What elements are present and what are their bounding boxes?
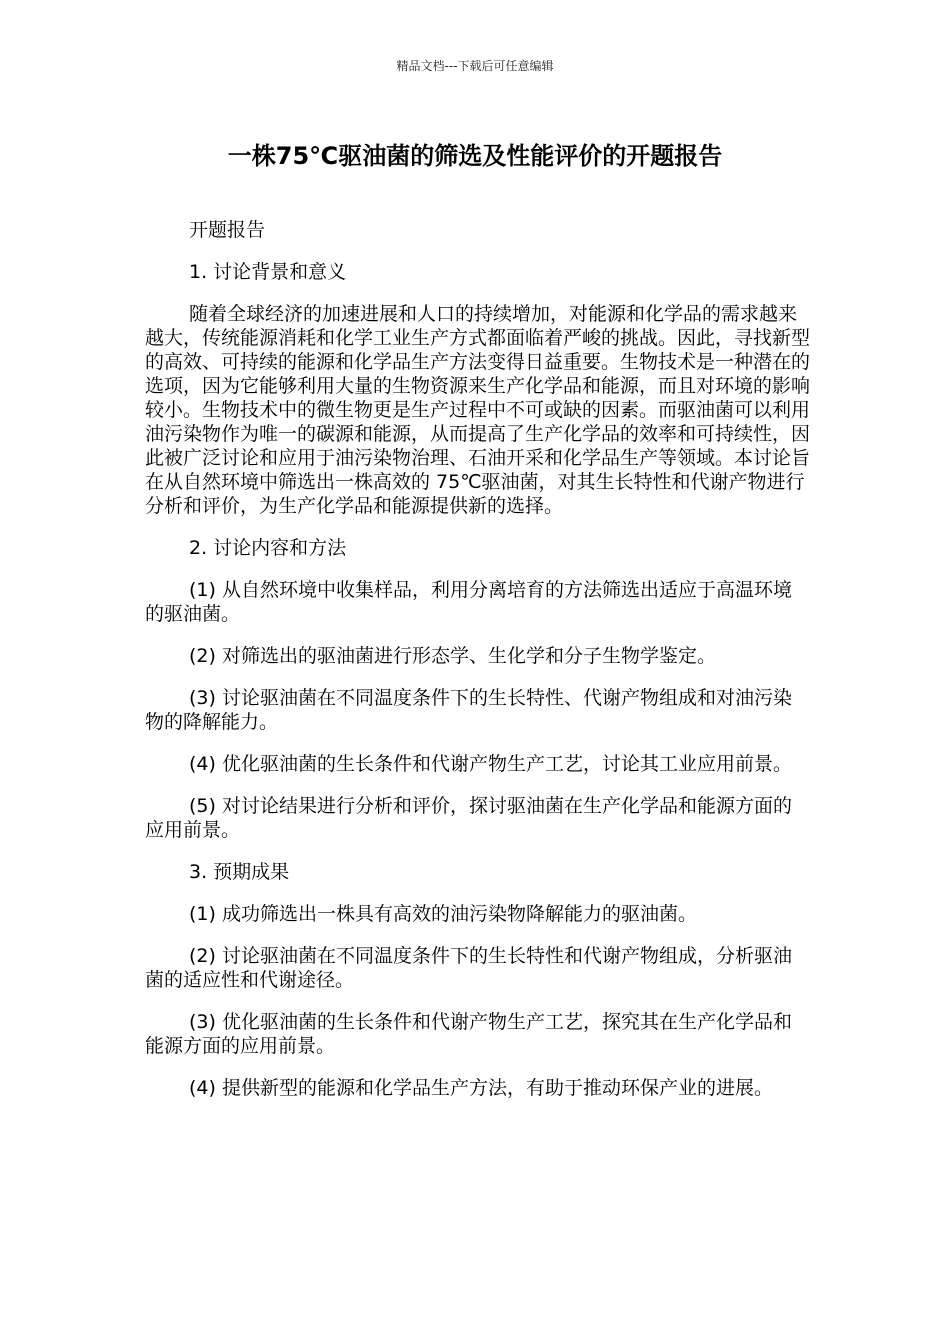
method-item: (2) 对筛选出的驱油菌进行形态学、生化学和分子生物学鉴定。	[189, 645, 716, 667]
section-heading-background: 1. 讨论背景和意义	[189, 261, 347, 283]
page-header-note: 精品文档---下载后可任意编辑	[396, 59, 554, 73]
method-item: (3) 讨论驱油菌在不同温度条件下的生长特性、代谢产物组成和对油污染物的降解能力。	[145, 687, 792, 733]
document-body	[145, 218, 810, 1118]
background-paragraph: 随着全球经济的加速进展和人口的持续增加，对能源和化学品的需求越来越大，传统能源消耗和化学工业生产方式都面临着严峻的挑战。因此，寻找新型的高效、可持续的能源和化学品生产方法变得日益重要。生物技术是一种潜在的选项，因为它能够利用大量的生物资源来生产化学品和能源，而且对环境的影响较小。生物技术中的微生物更是生产过程中不可或缺的因素。而驱油菌可以利用油污染物作为唯一的碳源和能源，从而提高了生产化学品的效率和可持续性，因此被广泛讨论和应用于油污染物治理、石油开采和化学品生产等领域。本讨论旨在从自然环境中筛选出一株高效的 75℃驱油菌，对其生长特性和代谢产物进行分析和评价，为生产化学品和能源提供新的选择。	[145, 303, 811, 517]
outcome-item: (1) 成功筛选出一株具有高效的油污染物降解能力的驱油菌。	[189, 903, 697, 925]
method-item: (5) 对讨论结果进行分析和评价，探讨驱油菌在生产化学品和能源方面的应用前景。	[145, 795, 792, 841]
outcome-item: (2) 讨论驱油菌在不同温度条件下的生长特性和代谢产物组成，分析驱油菌的适应性和代谢途径。	[145, 945, 792, 991]
method-item: (4) 优化驱油菌的生长条件和代谢产物生产工艺，讨论其工业应用前景。	[189, 753, 792, 775]
method-item: (1) 从自然环境中收集样品，利用分离培育的方法筛选出适应于高温环境的驱油菌。	[145, 579, 792, 625]
section-heading-methods: 2. 讨论内容和方法	[189, 537, 347, 559]
document-title: 一株75℃驱油菌的筛选及性能评价的开题报告	[227, 142, 723, 170]
outcome-item: (4) 提供新型的能源和化学品生产方法，有助于推动环保产业的进展。	[189, 1077, 773, 1099]
section-heading-outcomes: 3. 预期成果	[189, 861, 290, 883]
section-label: 开题报告	[189, 219, 266, 241]
outcome-item: (3) 优化驱油菌的生长条件和代谢产物生产工艺，探究其在生产化学品和能源方面的应用前景。	[145, 1011, 792, 1057]
